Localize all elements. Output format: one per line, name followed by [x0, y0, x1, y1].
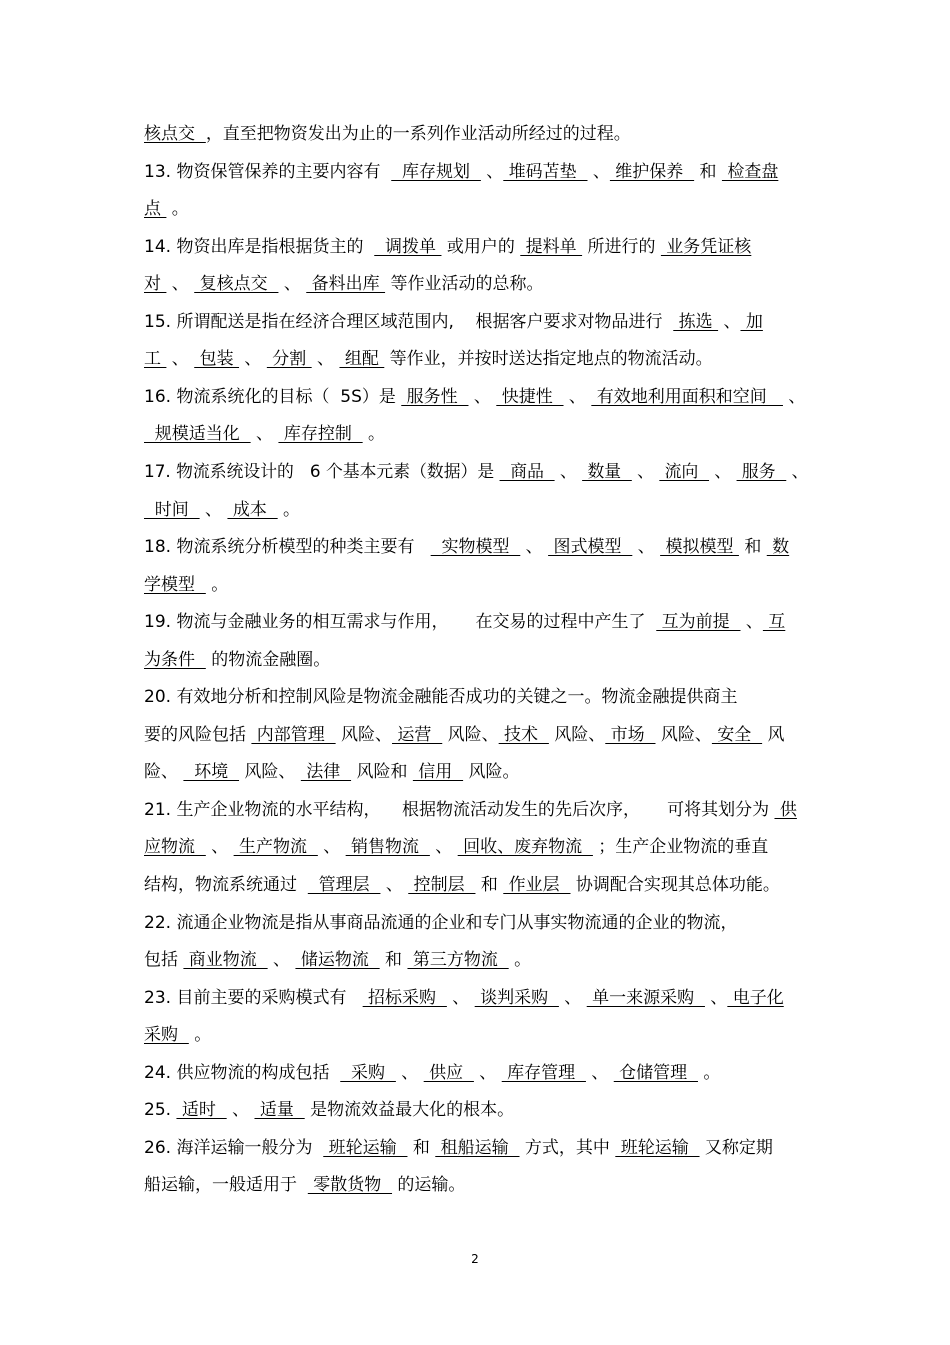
- answer-blank: 对: [144, 274, 167, 294]
- question-text: 、: [239, 349, 267, 369]
- text-line: [144, 948, 808, 972]
- answer-blank: 库存管理: [501, 1063, 586, 1083]
- answer-blank: 安全: [711, 725, 763, 745]
- answer-blank: 成本: [227, 500, 278, 520]
- text-line: [144, 798, 808, 822]
- text-line: [144, 235, 808, 259]
- question-text: 要的风险包括: [144, 725, 252, 745]
- answer-blank: 时间: [144, 500, 200, 520]
- question-text: 、: [267, 950, 296, 970]
- text-line: [144, 1098, 808, 1122]
- question-text: ；生产企业物流的垂直: [592, 837, 769, 857]
- question-text: 25.: [144, 1100, 177, 1120]
- text-line: [144, 986, 808, 1010]
- answer-blank: 模拟模型: [660, 537, 739, 557]
- question-text: 、: [585, 1063, 614, 1083]
- text-line: [144, 873, 808, 897]
- question-text: 是物流效益最大化的根本。: [304, 1100, 515, 1120]
- question-text: 、: [226, 1100, 255, 1120]
- question-text: 、: [205, 837, 234, 857]
- question-text: 的物流金融圈。: [205, 650, 331, 670]
- answer-blank: 加: [740, 312, 763, 332]
- question-text: 险、: [144, 762, 184, 782]
- answer-blank: 互为前提: [656, 612, 741, 632]
- answer-blank: 图式模型: [548, 537, 633, 557]
- text-line: [144, 310, 808, 334]
- text-line: [144, 723, 808, 747]
- question-text: ，直至把物资发出为止的一系列作业活动所经过的过程。: [205, 124, 631, 144]
- answer-blank: 作业层: [503, 875, 571, 895]
- question-text: 、: [429, 837, 458, 857]
- answer-blank: 回收、废弃物流: [457, 837, 593, 857]
- answer-blank: 应物流: [144, 837, 206, 857]
- answer-blank: 组配: [339, 349, 385, 369]
- question-text: 23. 目前主要的采购模式有: [144, 988, 363, 1008]
- question-text: 21. 生产企业物流的水平结构， 根据物流活动发生的先后次序， 可将其划分为: [144, 800, 775, 820]
- question-text: 、: [563, 387, 592, 407]
- answer-blank: 调拨单: [374, 237, 442, 257]
- text-line: [144, 422, 808, 446]
- question-text: 、: [468, 387, 497, 407]
- question-text: 。: [277, 500, 301, 520]
- answer-blank: 备料出库: [306, 274, 386, 294]
- answer-blank: 库存规划: [391, 162, 481, 182]
- answer-blank: 数量: [582, 462, 632, 482]
- text-line: [144, 835, 808, 859]
- text-line: [144, 385, 808, 409]
- question-text: 结构，物流系统通过: [144, 875, 308, 895]
- answer-blank: 内部管理: [251, 725, 336, 745]
- answer-blank: 适时: [176, 1100, 227, 1120]
- text-line: [144, 1136, 808, 1160]
- answer-blank: 互: [762, 612, 786, 632]
- question-text: 和: [475, 875, 504, 895]
- answer-blank: 库存控制: [278, 424, 363, 444]
- answer-blank: 采购: [144, 1025, 189, 1045]
- text-line: [144, 160, 808, 184]
- question-text: 。: [697, 1063, 721, 1083]
- answer-blank: 班轮运输: [323, 1138, 408, 1158]
- question-text: 风险、: [655, 725, 712, 745]
- question-text: 、: [317, 837, 346, 857]
- answer-blank: 复核点交: [194, 274, 279, 294]
- question-text: 、: [480, 162, 504, 182]
- question-text: 、: [278, 274, 307, 294]
- question-text: 和: [407, 1138, 436, 1158]
- answer-blank: 服务性: [401, 387, 469, 407]
- question-text: 所进行的: [582, 237, 661, 257]
- question-text: 、: [587, 162, 610, 182]
- answer-blank: 技术: [498, 725, 549, 745]
- answer-blank: 管理层: [307, 875, 381, 895]
- answer-blank: 实物模型: [430, 537, 521, 557]
- answer-blank: 快捷性: [496, 387, 564, 407]
- answer-blank: 业务凭证核: [660, 237, 752, 257]
- answer-blank: 招标采购: [362, 988, 447, 1008]
- question-text: 、: [311, 349, 340, 369]
- answer-blank: 数: [766, 537, 790, 557]
- page-number: 2: [471, 1252, 479, 1266]
- text-line: [144, 760, 808, 784]
- answer-blank: 采购: [340, 1063, 396, 1083]
- question-text: 、: [520, 537, 549, 557]
- question-text: 13. 物资保管保养的主要内容有: [144, 162, 392, 182]
- question-text: 。: [205, 575, 229, 595]
- question-text: 、: [718, 312, 741, 332]
- answer-blank: 生产物流: [233, 837, 318, 857]
- answer-blank: 供应: [423, 1063, 474, 1083]
- question-text: 、: [473, 1063, 502, 1083]
- text-line: [144, 685, 808, 709]
- answer-blank: 流向: [659, 462, 710, 482]
- question-text: 、: [709, 462, 737, 482]
- text-line: [144, 272, 808, 296]
- answer-blank: 控制层: [408, 875, 476, 895]
- answer-blank: 分割: [266, 349, 312, 369]
- question-text: 、: [166, 274, 195, 294]
- question-text: 14. 物资出库是指根据货主的: [144, 237, 375, 257]
- question-text: 16. 物流系统化的目标（ 5S）是: [144, 387, 402, 407]
- answer-blank: 检查盘: [721, 162, 779, 182]
- question-text: 风险、: [335, 725, 393, 745]
- question-text: 、: [782, 387, 806, 407]
- answer-blank: 谈判采购: [474, 988, 559, 1008]
- answer-blank: 维护保养: [609, 162, 695, 182]
- answer-blank: 第三方物流: [407, 950, 509, 970]
- answer-blank: 有效地利用面积和空间: [591, 387, 783, 407]
- question-text: 15. 所谓配送是指在经济合理区域范围内, 根据客户要求对物品进行: [144, 312, 674, 332]
- answer-blank: 规模适当化: [144, 424, 251, 444]
- text-line: [144, 573, 808, 597]
- question-text: 。: [166, 199, 189, 219]
- answer-blank: 零散货物: [307, 1175, 393, 1195]
- question-text: 。: [362, 424, 386, 444]
- answer-blank: 拣选: [673, 312, 719, 332]
- answer-blank: 信用: [412, 762, 464, 782]
- text-line: [144, 1173, 808, 1197]
- question-text: 26. 海洋运输一般分为: [144, 1138, 324, 1158]
- answer-blank: 班轮运输: [615, 1138, 700, 1158]
- answer-blank: 包装: [194, 349, 240, 369]
- question-text: 、: [250, 424, 279, 444]
- question-text: 。: [508, 950, 532, 970]
- question-text: 24. 供应物流的构成包括: [144, 1063, 341, 1083]
- question-text: 或用户的: [441, 237, 521, 257]
- answer-blank: 销售物流: [345, 837, 430, 857]
- text-line: [144, 498, 808, 522]
- question-text: 、: [446, 988, 475, 1008]
- answer-blank: 工: [144, 349, 167, 369]
- question-text: 又称定期: [699, 1138, 773, 1158]
- question-text: 、: [558, 988, 587, 1008]
- text-line: [144, 197, 808, 221]
- answer-blank: 单一来源采购: [586, 988, 705, 1008]
- question-text: 20. 有效地分析和控制风险是物流金融能否成功的关键之一。物流金融提供商主: [144, 687, 738, 707]
- text-line: [144, 1061, 808, 1085]
- question-text: 风险、: [548, 725, 606, 745]
- text-line: [144, 122, 808, 146]
- answer-blank: 供: [774, 800, 797, 820]
- answer-blank: 堆码苫垫: [503, 162, 588, 182]
- question-text: 、: [786, 462, 809, 482]
- question-text: 、: [704, 988, 728, 1008]
- question-text: 风险。: [463, 762, 520, 782]
- question-text: 包括: [144, 950, 184, 970]
- answer-blank: 电子化: [727, 988, 784, 1008]
- question-text: 协调配合实现其总体功能。: [570, 875, 780, 895]
- text-line: [144, 648, 808, 672]
- text-line: [144, 347, 808, 371]
- answer-blank: 提料单: [520, 237, 583, 257]
- question-text: 风险、: [442, 725, 499, 745]
- question-text: 的运输。: [392, 1175, 466, 1195]
- answer-blank: 储运物流: [295, 950, 380, 970]
- text-line: [144, 535, 808, 559]
- question-text: 、: [631, 462, 660, 482]
- answer-blank: 运营: [392, 725, 443, 745]
- question-text: 、: [166, 349, 195, 369]
- answer-blank: 核点交: [144, 124, 206, 144]
- question-text: 22. 流通企业物流是指从事商品流通的企业和专门从事实物流通的企业的物流，: [144, 913, 738, 933]
- question-text: 等作业，并按时送达指定地点的物流活动。: [384, 349, 713, 369]
- question-text: 、: [632, 537, 661, 557]
- question-text: 和: [379, 950, 408, 970]
- question-text: 、: [554, 462, 583, 482]
- question-text: 18. 物流系统分析模型的种类主要有: [144, 537, 431, 557]
- answer-blank: 商业物流: [183, 950, 268, 970]
- text-line: [144, 610, 808, 634]
- question-text: 、: [199, 500, 228, 520]
- answer-blank: 商品: [499, 462, 555, 482]
- answer-blank: 为条件: [144, 650, 206, 670]
- answer-blank: 市场: [605, 725, 656, 745]
- question-text: 方式，其中: [519, 1138, 616, 1158]
- question-text: 等作业活动的总称。: [385, 274, 544, 294]
- answer-blank: 仓储管理: [613, 1063, 698, 1083]
- answer-blank: 点: [144, 199, 167, 219]
- question-text: 和: [738, 537, 767, 557]
- question-text: 17. 物流系统设计的 6 个基本元素（数据）是: [144, 462, 500, 482]
- question-text: 风险和: [351, 762, 413, 782]
- text-line: [144, 460, 809, 484]
- answer-blank: 租船运输: [435, 1138, 520, 1158]
- answer-blank: 服务: [736, 462, 787, 482]
- answer-blank: 环境: [183, 762, 240, 782]
- question-text: 和: [694, 162, 722, 182]
- text-line: [144, 1023, 808, 1047]
- answer-blank: 法律: [300, 762, 352, 782]
- text-line: [144, 911, 808, 935]
- question-text: 、: [740, 612, 763, 632]
- question-text: 风险、: [239, 762, 301, 782]
- question-text: 。: [188, 1025, 212, 1045]
- question-text: 船运输，一般适用于: [144, 1175, 308, 1195]
- question-text: 、: [380, 875, 409, 895]
- answer-blank: 学模型: [144, 575, 206, 595]
- question-text: 19. 物流与金融业务的相互需求与作用， 在交易的过程中产生了: [144, 612, 657, 632]
- answer-blank: 适量: [254, 1100, 305, 1120]
- question-text: 风: [762, 725, 785, 745]
- question-text: 、: [395, 1063, 424, 1083]
